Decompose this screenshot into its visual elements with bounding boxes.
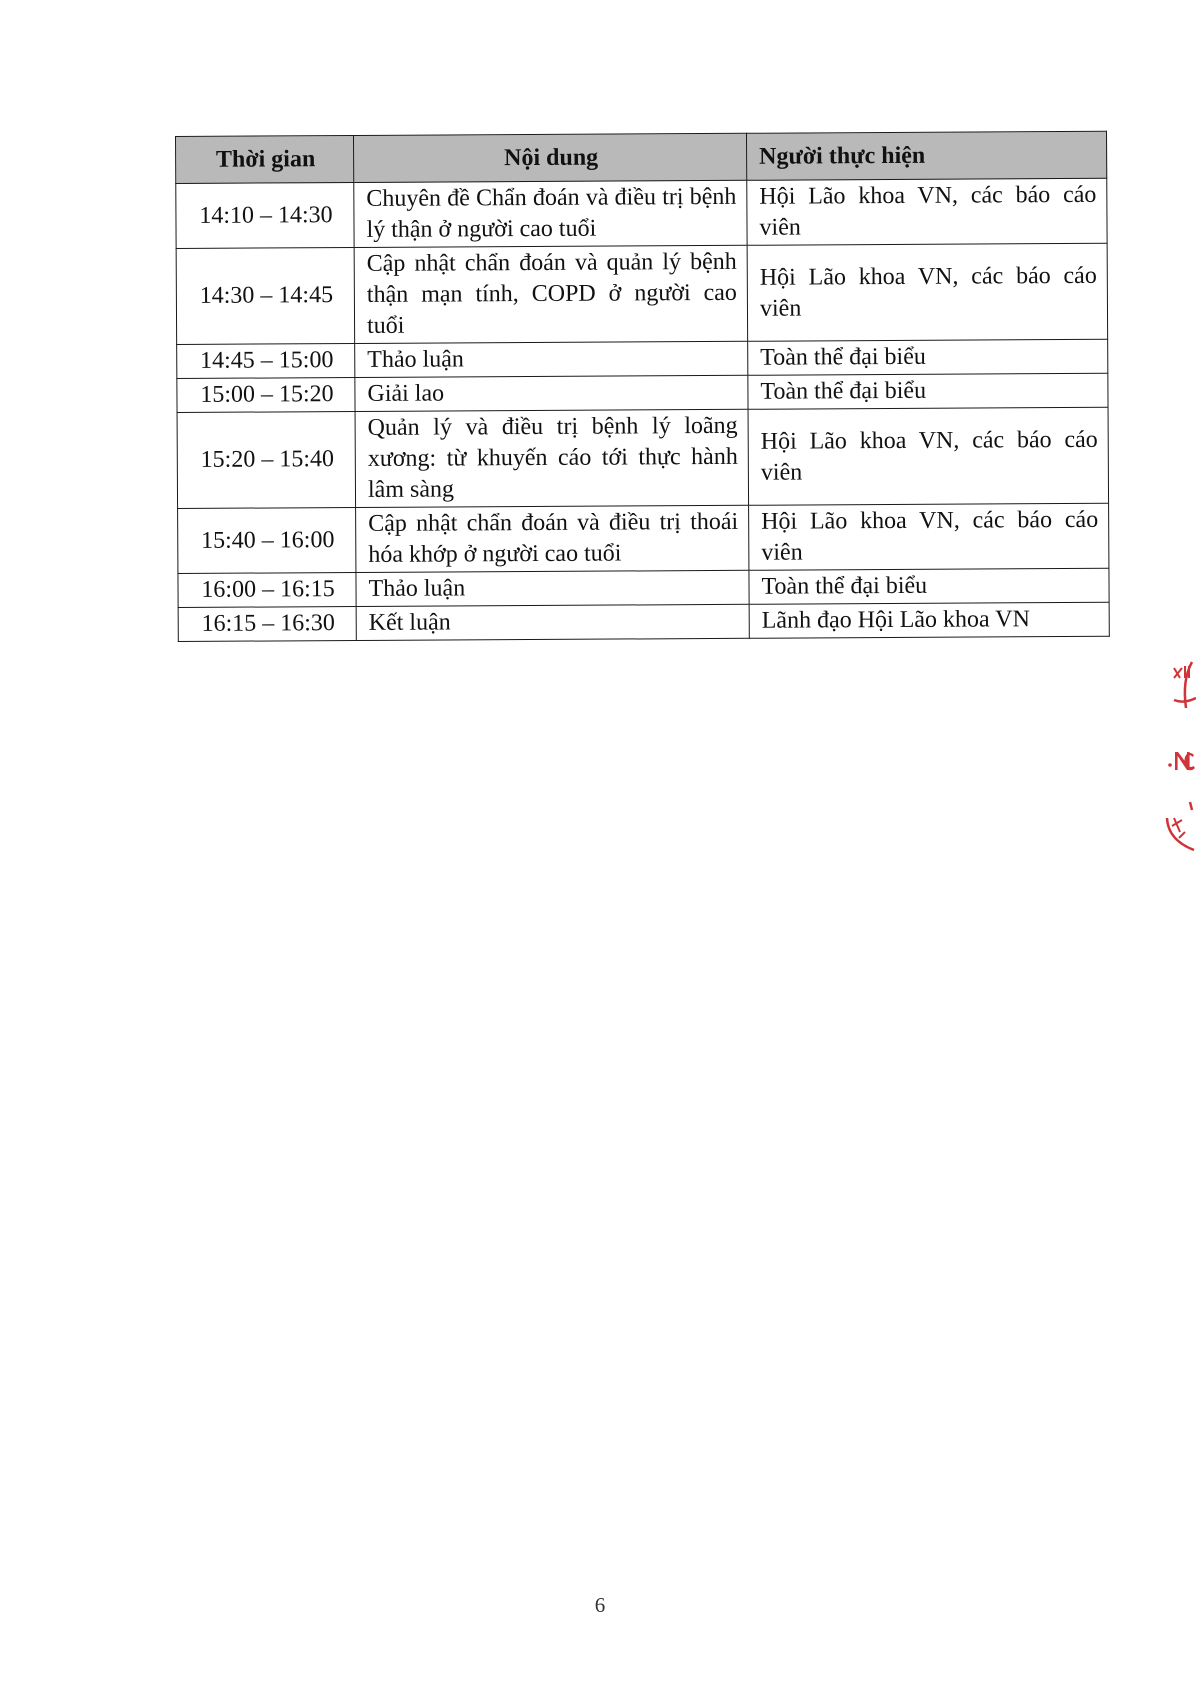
schedule-table [175, 131, 1110, 642]
cell-content: Thảo luận [356, 570, 749, 606]
header-content: Nội dung [354, 133, 747, 182]
red-stamp-fragment [1152, 660, 1196, 875]
table-header-row [176, 131, 1107, 183]
header-presenter: Người thực hiện [746, 131, 1106, 180]
cell-time: 14:10 – 14:30 [176, 183, 354, 249]
cell-presenter: Toàn thể đại biểu [749, 568, 1109, 604]
cell-content: Cập nhật chẩn đoán và điều trị thoái hóa khớp ở người cao tuổi [356, 505, 749, 572]
table-row [176, 178, 1107, 248]
table-row [178, 503, 1109, 573]
cell-presenter: Hội Lão khoa VN, các báo cáo viên [749, 503, 1109, 570]
cell-content: Chuyên đề Chẩn đoán và điều trị bệnh lý thận ở người cao tuổi [354, 180, 747, 247]
cell-content: Quản lý và điều trị bệnh lý loãng xương: từ khuyến cáo tới thực hành lâm sàng [355, 409, 749, 507]
cell-time: 14:30 – 14:45 [176, 248, 355, 345]
cell-time: 15:20 – 15:40 [177, 411, 356, 508]
cell-time: 15:40 – 16:00 [178, 507, 356, 573]
cell-content: Thảo luận [355, 341, 748, 377]
cell-presenter: Hội Lão khoa VN, các báo cáo viên [748, 407, 1109, 505]
cell-content: Cập nhật chẩn đoán và quản lý bệnh thận mạn tính, COPD ở người cao tuổi [354, 245, 748, 343]
cell-content: Giải lao [355, 375, 748, 411]
cell-presenter: Hội Lão khoa VN, các báo cáo viên [747, 243, 1108, 341]
cell-presenter: Toàn thể đại biểu [748, 373, 1108, 409]
cell-time: 16:00 – 16:15 [178, 572, 356, 607]
table-row [177, 373, 1108, 412]
table-row [176, 243, 1108, 344]
cell-content: Kết luận [356, 604, 749, 640]
cell-presenter: Toàn thể đại biểu [748, 339, 1108, 375]
cell-presenter: Hội Lão khoa VN, các báo cáo viên [747, 178, 1107, 245]
page-number: 6 [594, 1593, 606, 1617]
cell-time: 15:00 – 15:20 [177, 377, 355, 412]
header-time: Thời gian [176, 136, 354, 184]
table-row [178, 568, 1109, 607]
table-row [178, 602, 1109, 641]
cell-time: 14:45 – 15:00 [177, 343, 355, 378]
table-row [177, 407, 1109, 508]
cell-presenter: Lãnh đạo Hội Lão khoa VN [749, 602, 1109, 638]
cell-time: 16:15 – 16:30 [178, 606, 356, 641]
table-row [177, 339, 1108, 378]
